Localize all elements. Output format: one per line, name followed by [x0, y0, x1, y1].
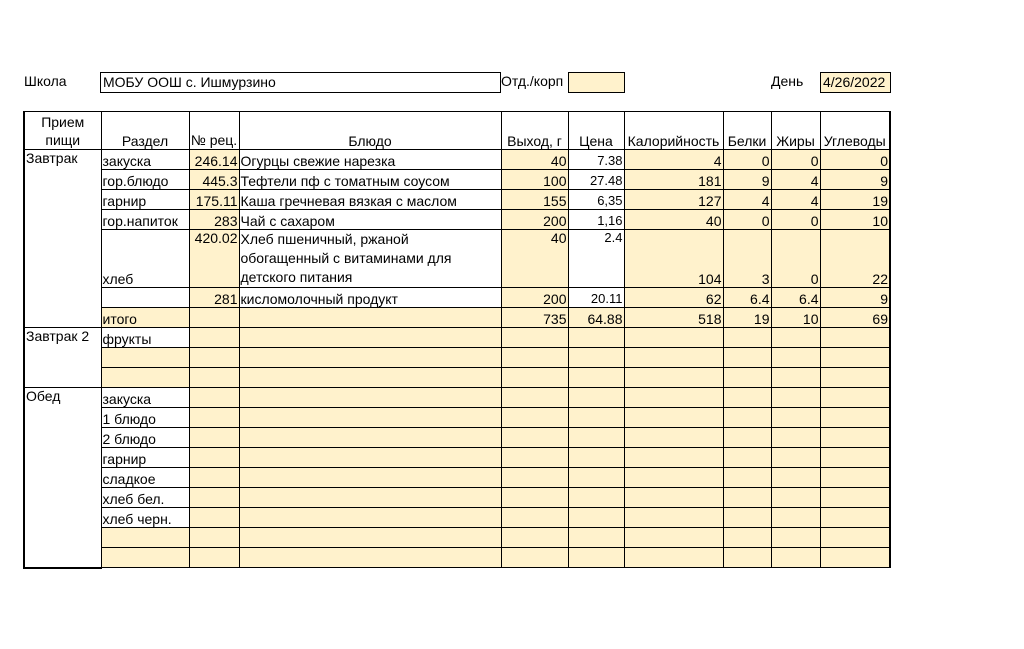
protein-cell[interactable]: [723, 448, 771, 468]
recipe-cell[interactable]: [189, 368, 239, 388]
section-cell[interactable]: хлеб: [101, 230, 189, 288]
section-cell[interactable]: [101, 348, 189, 368]
section-cell[interactable]: хлеб бел.: [101, 488, 189, 508]
recipe-cell[interactable]: [189, 548, 239, 568]
carbs-cell[interactable]: [820, 508, 890, 528]
yield-cell[interactable]: [501, 468, 568, 488]
price-cell[interactable]: [568, 368, 624, 388]
col-dish: Блюдо: [239, 112, 501, 150]
total-row: [24, 308, 890, 328]
table-row: [24, 230, 890, 288]
recipe-cell[interactable]: [189, 408, 239, 428]
protein-cell[interactable]: [723, 368, 771, 388]
table-row: [24, 210, 890, 230]
protein-cell[interactable]: 4: [723, 190, 771, 210]
col-yield: Выход, г: [501, 112, 568, 150]
yield-cell[interactable]: [501, 408, 568, 428]
price-cell[interactable]: [568, 468, 624, 488]
protein-cell[interactable]: [723, 328, 771, 348]
total-yield: 735: [501, 308, 568, 328]
price-cell[interactable]: [568, 488, 624, 508]
carbs-cell[interactable]: 9: [820, 288, 890, 308]
dish-cell[interactable]: кисломолочный продукт: [239, 288, 501, 308]
protein-cell[interactable]: 0: [723, 150, 771, 170]
protein-cell[interactable]: [723, 348, 771, 368]
section-cell[interactable]: [101, 288, 189, 308]
yield-cell[interactable]: [501, 428, 568, 448]
fat-cell[interactable]: 6.4: [771, 288, 820, 308]
total-calories: 518: [624, 308, 723, 328]
carbs-cell[interactable]: 0: [820, 150, 890, 170]
protein-cell[interactable]: [723, 508, 771, 528]
yield-cell[interactable]: 40: [501, 150, 568, 170]
price-cell[interactable]: [568, 388, 624, 408]
carbs-cell[interactable]: [820, 548, 890, 568]
protein-cell[interactable]: 6.4: [723, 288, 771, 308]
fat-cell[interactable]: [771, 528, 820, 548]
yield-cell[interactable]: 200: [501, 210, 568, 230]
fat-cell[interactable]: [771, 508, 820, 528]
table-row: [24, 150, 890, 170]
school-field[interactable]: МОБУ ООШ с. Ишмурзино: [100, 72, 501, 93]
calories-cell[interactable]: [624, 368, 723, 388]
day-label: День: [771, 73, 804, 89]
calories-cell[interactable]: [624, 388, 723, 408]
fat-cell[interactable]: [771, 548, 820, 568]
section-cell[interactable]: гарнир: [101, 448, 189, 468]
col-section: Раздел: [101, 112, 189, 150]
recipe-cell[interactable]: 246.14: [189, 150, 239, 170]
col-carbs: Углеводы: [820, 112, 890, 150]
price-cell[interactable]: [568, 448, 624, 468]
section-cell[interactable]: 2 блюдо: [101, 428, 189, 448]
col-price: Цена: [568, 112, 624, 150]
menu-table: [23, 111, 891, 569]
protein-cell[interactable]: [723, 548, 771, 568]
fat-cell[interactable]: [771, 448, 820, 468]
recipe-cell[interactable]: [189, 468, 239, 488]
fat-cell[interactable]: [771, 428, 820, 448]
dish-cell[interactable]: [239, 308, 501, 328]
dish-cell[interactable]: Огурцы свежие нарезка: [239, 150, 501, 170]
carbs-cell[interactable]: 9: [820, 170, 890, 190]
total-fat: 10: [771, 308, 820, 328]
table-row: [24, 488, 890, 508]
table-row: [24, 468, 890, 488]
fat-cell[interactable]: [771, 388, 820, 408]
col-protein: Белки: [723, 112, 771, 150]
dept-field[interactable]: [568, 72, 625, 93]
table-row: [24, 288, 890, 308]
meal-breakfast2: Завтрак 2: [24, 328, 101, 388]
yield-cell[interactable]: 40: [501, 230, 568, 288]
carbs-cell[interactable]: [820, 428, 890, 448]
price-cell[interactable]: [568, 328, 624, 348]
yield-cell[interactable]: 155: [501, 190, 568, 210]
section-cell[interactable]: [101, 528, 189, 548]
protein-cell[interactable]: [723, 388, 771, 408]
price-cell[interactable]: [568, 508, 624, 528]
carbs-cell[interactable]: 22: [820, 230, 890, 288]
recipe-cell[interactable]: [189, 508, 239, 528]
calories-cell[interactable]: [624, 428, 723, 448]
dish-cell[interactable]: Каша гречневая вязкая с маслом: [239, 190, 501, 210]
price-cell[interactable]: 6,35: [568, 190, 624, 210]
table-row: [24, 368, 890, 388]
recipe-cell[interactable]: 445.3: [189, 170, 239, 190]
dish-cell[interactable]: [239, 548, 501, 568]
fat-cell[interactable]: [771, 348, 820, 368]
protein-cell[interactable]: 9: [723, 170, 771, 190]
yield-cell[interactable]: [501, 348, 568, 368]
carbs-cell[interactable]: [820, 328, 890, 348]
table-row: [24, 448, 890, 468]
price-cell[interactable]: [568, 348, 624, 368]
calories-cell[interactable]: [624, 448, 723, 468]
section-cell[interactable]: сладкое: [101, 468, 189, 488]
section-cell[interactable]: фрукты: [101, 328, 189, 348]
carbs-cell[interactable]: [820, 408, 890, 428]
fat-cell[interactable]: 0: [771, 150, 820, 170]
total-carbs: 69: [820, 308, 890, 328]
carbs-cell[interactable]: 19: [820, 190, 890, 210]
dish-cell[interactable]: Тефтели пф с томатным соусом: [239, 170, 501, 190]
calories-cell[interactable]: [624, 408, 723, 428]
recipe-cell[interactable]: [189, 488, 239, 508]
fat-cell[interactable]: [771, 468, 820, 488]
calories-cell[interactable]: [624, 348, 723, 368]
total-label: итого: [101, 308, 189, 328]
recipe-cell[interactable]: 420.02: [189, 230, 239, 288]
school-label: Школа: [24, 73, 67, 89]
protein-cell[interactable]: 0: [723, 210, 771, 230]
dish-cell[interactable]: [239, 408, 501, 428]
header-row: [24, 112, 890, 150]
fat-cell[interactable]: [771, 328, 820, 348]
protein-cell[interactable]: 3: [723, 230, 771, 288]
price-cell[interactable]: [568, 428, 624, 448]
calories-cell[interactable]: [624, 508, 723, 528]
col-fat: Жиры: [771, 112, 820, 150]
yield-cell[interactable]: [501, 388, 568, 408]
table-row: [24, 348, 890, 368]
yield-cell[interactable]: [501, 548, 568, 568]
recipe-cell[interactable]: [189, 448, 239, 468]
recipe-cell[interactable]: [189, 428, 239, 448]
day-field[interactable]: 4/26/2022: [820, 72, 891, 93]
section-cell[interactable]: [101, 368, 189, 388]
dish-cell[interactable]: [239, 328, 501, 348]
calories-cell[interactable]: [624, 328, 723, 348]
carbs-cell[interactable]: [820, 348, 890, 368]
yield-cell[interactable]: 100: [501, 170, 568, 190]
section-cell[interactable]: гор.напиток: [101, 210, 189, 230]
calories-cell[interactable]: [624, 528, 723, 548]
recipe-cell[interactable]: [189, 528, 239, 548]
calories-cell[interactable]: 40: [624, 210, 723, 230]
yield-cell[interactable]: [501, 328, 568, 348]
yield-cell[interactable]: [501, 508, 568, 528]
price-cell[interactable]: [568, 408, 624, 428]
protein-cell[interactable]: [723, 428, 771, 448]
fat-cell[interactable]: 4: [771, 170, 820, 190]
dish-cell[interactable]: [239, 348, 501, 368]
carbs-cell[interactable]: [820, 488, 890, 508]
carbs-cell[interactable]: [820, 448, 890, 468]
section-cell[interactable]: закуска: [101, 388, 189, 408]
calories-cell[interactable]: 4: [624, 150, 723, 170]
calories-cell[interactable]: 62: [624, 288, 723, 308]
price-cell[interactable]: 20.11: [568, 288, 624, 308]
table-row: [24, 328, 890, 348]
protein-cell[interactable]: [723, 408, 771, 428]
yield-cell[interactable]: [501, 448, 568, 468]
carbs-cell[interactable]: [820, 368, 890, 388]
section-cell[interactable]: гор.блюдо: [101, 170, 189, 190]
price-cell[interactable]: 7.38: [568, 150, 624, 170]
table-row: [24, 428, 890, 448]
table-row: [24, 190, 890, 210]
recipe-cell[interactable]: 283: [189, 210, 239, 230]
recipe-cell[interactable]: 175.11: [189, 190, 239, 210]
calories-cell[interactable]: [624, 488, 723, 508]
recipe-cell[interactable]: [189, 348, 239, 368]
calories-cell[interactable]: 127: [624, 190, 723, 210]
protein-cell[interactable]: [723, 468, 771, 488]
fat-cell[interactable]: [771, 488, 820, 508]
calories-cell[interactable]: [624, 468, 723, 488]
calories-cell[interactable]: [624, 548, 723, 568]
dish-cell[interactable]: Чай с сахаром: [239, 210, 501, 230]
dish-cell[interactable]: [239, 508, 501, 528]
dish-cell[interactable]: [239, 388, 501, 408]
dept-label: Отд./корп: [501, 73, 564, 89]
price-cell[interactable]: 2.4: [568, 230, 624, 288]
calories-cell[interactable]: 181: [624, 170, 723, 190]
recipe-cell[interactable]: [189, 308, 239, 328]
fat-cell[interactable]: [771, 408, 820, 428]
fat-cell[interactable]: 0: [771, 230, 820, 288]
section-cell[interactable]: гарнир: [101, 190, 189, 210]
dish-cell[interactable]: [239, 468, 501, 488]
dish-cell[interactable]: Хлеб пшеничный, ржаной обогащенный с витаминами для детского питания: [239, 230, 501, 288]
table-row: [24, 408, 890, 428]
yield-cell[interactable]: [501, 528, 568, 548]
total-price: 64.88: [568, 308, 624, 328]
yield-cell[interactable]: [501, 488, 568, 508]
carbs-cell[interactable]: [820, 468, 890, 488]
recipe-cell[interactable]: 281: [189, 288, 239, 308]
col-calories: Калорийность: [624, 112, 723, 150]
price-cell[interactable]: [568, 548, 624, 568]
dish-cell[interactable]: [239, 448, 501, 468]
price-cell[interactable]: 1,16: [568, 210, 624, 230]
carbs-cell[interactable]: [820, 528, 890, 548]
price-cell[interactable]: [568, 528, 624, 548]
section-cell[interactable]: закуска: [101, 150, 189, 170]
table-row: [24, 528, 890, 548]
table-row: [24, 508, 890, 528]
dish-cell[interactable]: [239, 488, 501, 508]
section-cell[interactable]: хлеб черн.: [101, 508, 189, 528]
fat-cell[interactable]: [771, 368, 820, 388]
protein-cell[interactable]: [723, 488, 771, 508]
table-row: [24, 548, 890, 568]
protein-cell[interactable]: [723, 528, 771, 548]
carbs-cell[interactable]: 10: [820, 210, 890, 230]
yield-cell[interactable]: [501, 368, 568, 388]
fat-cell[interactable]: 0: [771, 210, 820, 230]
meal-lunch: Обед: [24, 388, 101, 568]
dish-cell[interactable]: [239, 428, 501, 448]
price-cell[interactable]: 27.48: [568, 170, 624, 190]
carbs-cell[interactable]: [820, 388, 890, 408]
section-cell[interactable]: 1 блюдо: [101, 408, 189, 428]
table-row: [24, 388, 890, 408]
recipe-cell[interactable]: [189, 388, 239, 408]
dish-cell[interactable]: [239, 528, 501, 548]
fat-cell[interactable]: 4: [771, 190, 820, 210]
section-cell[interactable]: [101, 548, 189, 568]
yield-cell[interactable]: 200: [501, 288, 568, 308]
calories-cell[interactable]: 104: [624, 230, 723, 288]
col-meal: Прием пищи: [24, 112, 101, 150]
meal-breakfast: Завтрак: [24, 150, 101, 328]
dish-cell[interactable]: [239, 368, 501, 388]
table-row: [24, 170, 890, 190]
recipe-cell[interactable]: [189, 328, 239, 348]
col-recipe: № рец.: [189, 112, 239, 150]
total-protein: 19: [723, 308, 771, 328]
